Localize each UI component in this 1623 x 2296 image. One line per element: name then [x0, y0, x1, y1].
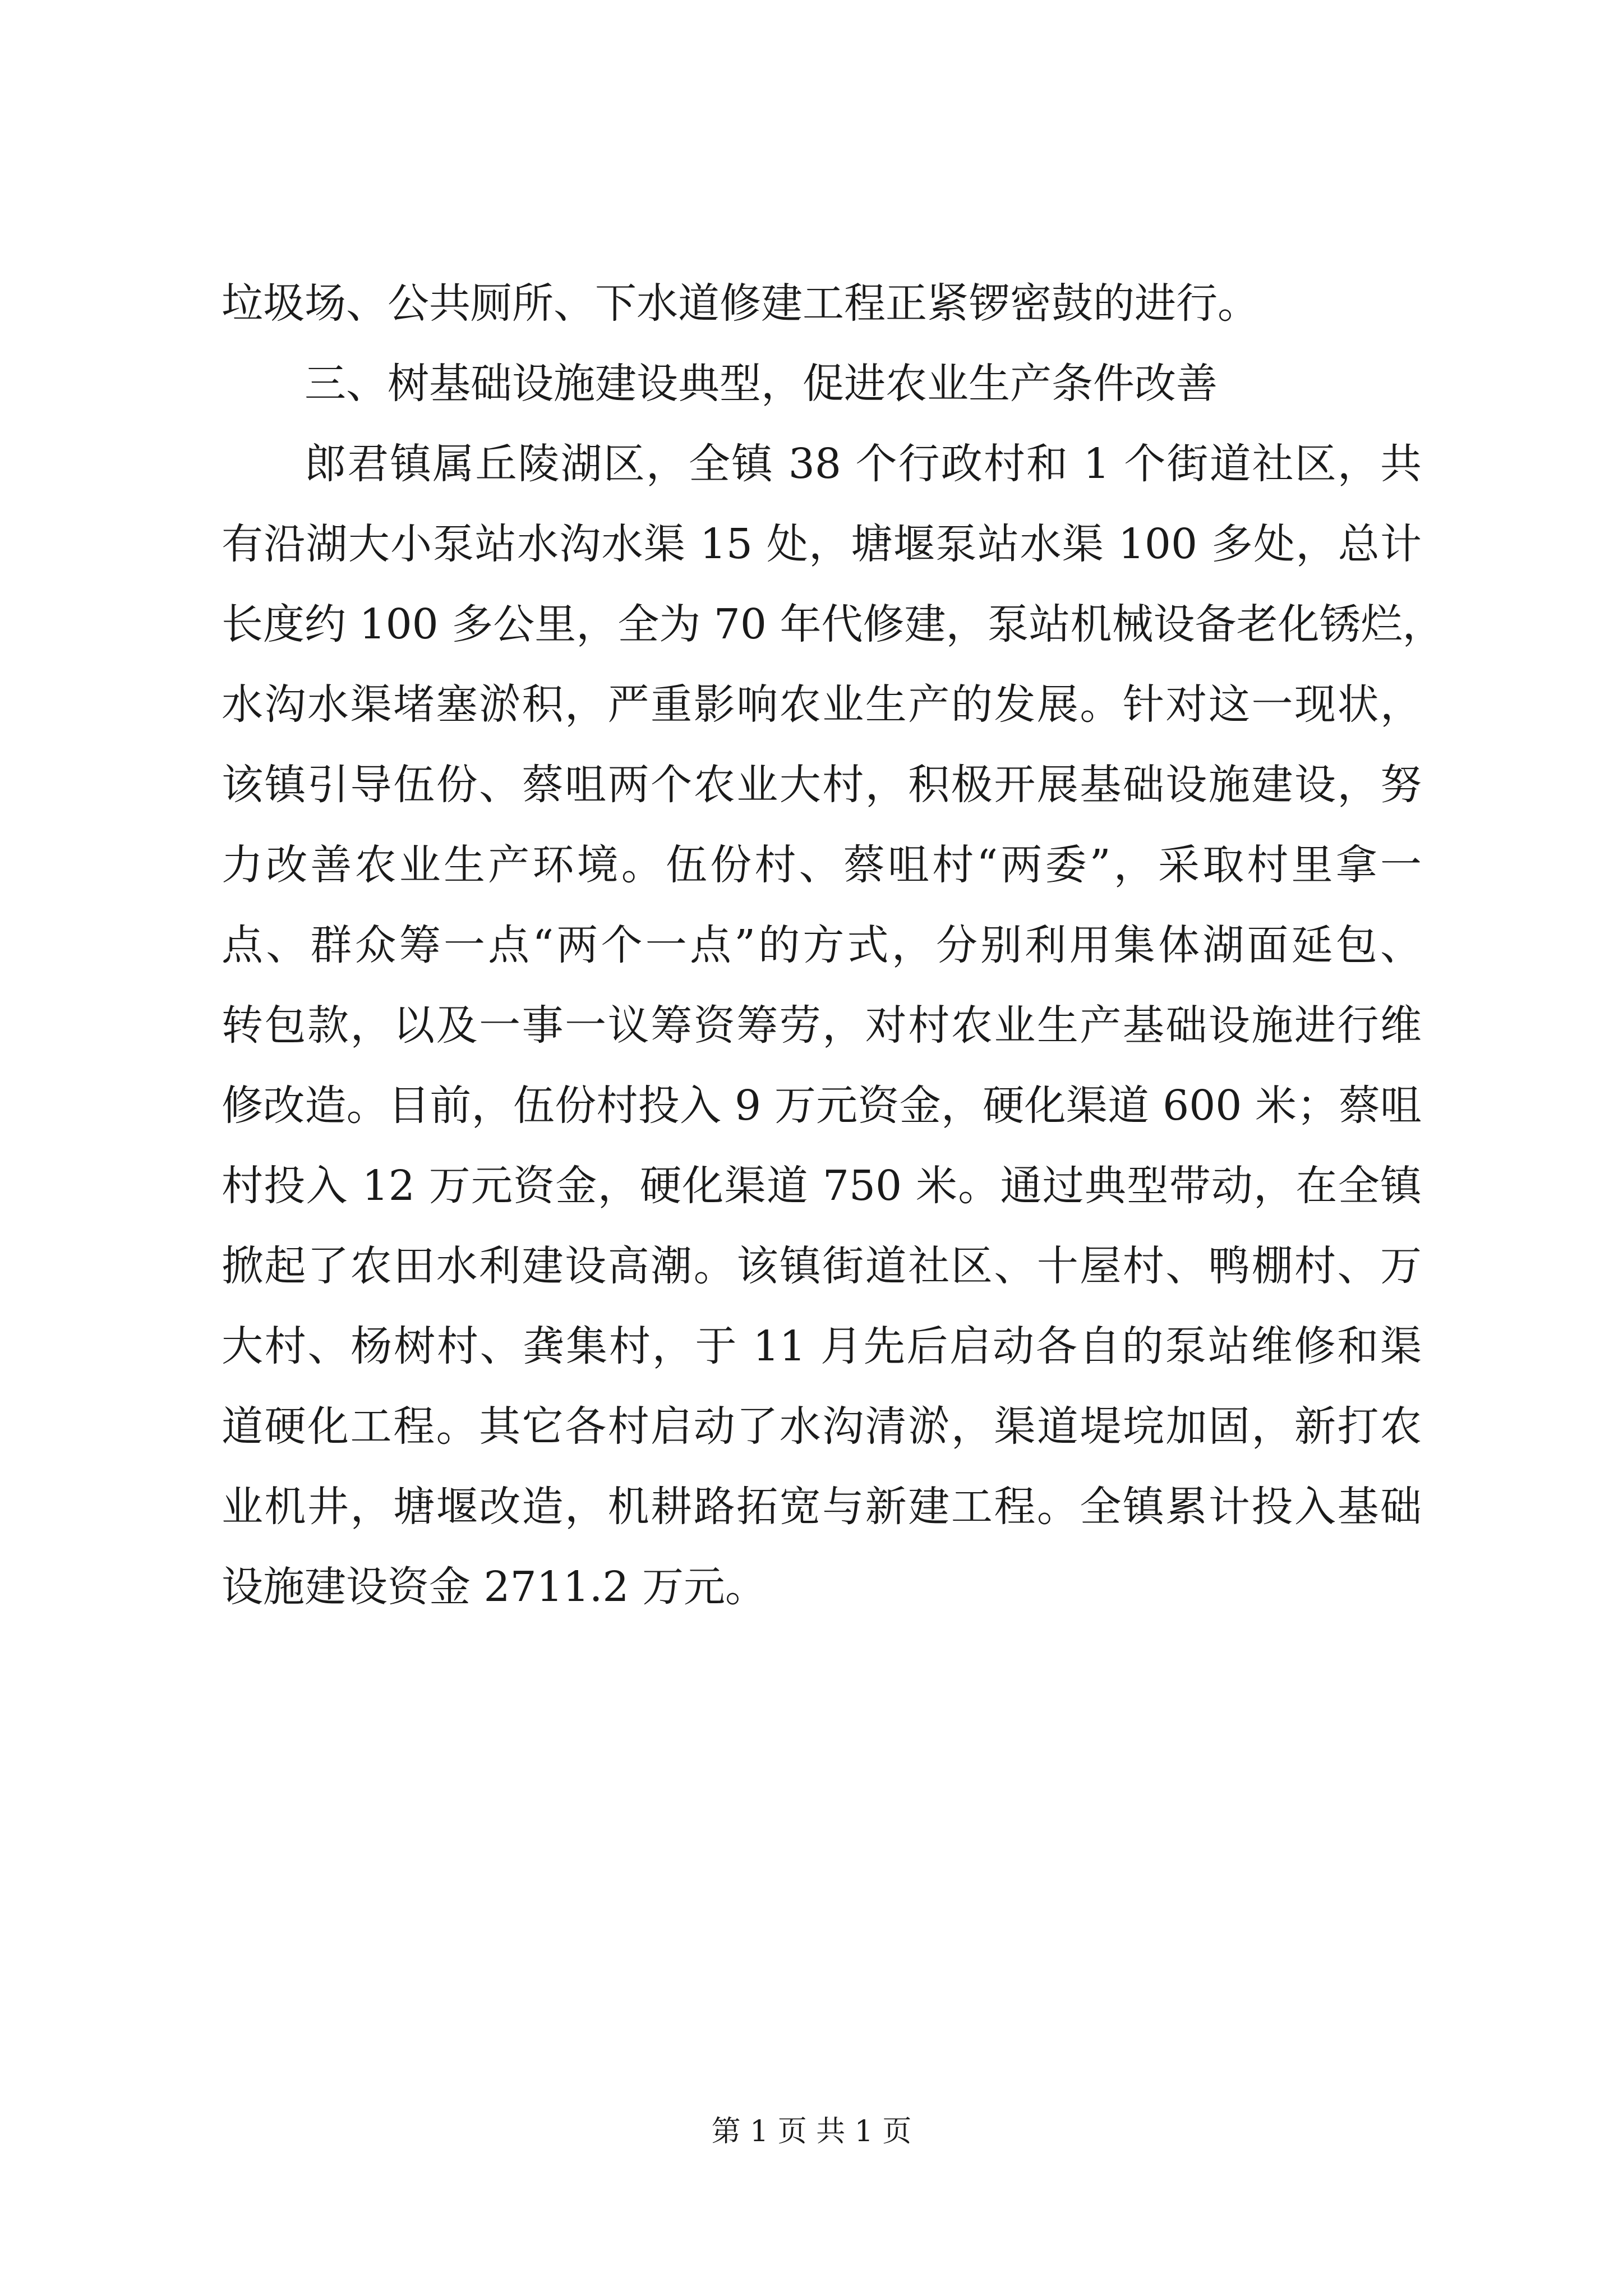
text-line: 修改造。目前，伍份村投入 9 万元资金，硬化渠道 600 米；蔡咀 — [222, 1082, 1422, 1130]
text-line: 垃圾场、公共厕所、下水道修建工程正紧锣密鼓的进行。 — [222, 279, 1259, 328]
text-line: 郎君镇属丘陵湖区，全镇 38 个行政村和 1 个街道社区，共 — [305, 440, 1422, 488]
text-line: 业机井，塘堰改造，机耕路拓宽与新建工程。全镇累计投入基础 — [222, 1483, 1422, 1531]
text-line: 点、群众筹一点“两个一点”的方式，分别利用集体湖面延包、 — [222, 921, 1422, 969]
page-footer: 第 1 页 共 1 页 — [711, 2115, 912, 2148]
text-line: 设施建设资金 2711.2 万元。 — [222, 1563, 767, 1611]
text-line: 长度约 100 多公里，全为 70 年代修建，泵站机械设备老化锈烂， — [222, 600, 1444, 648]
text-line: 道硬化工程。其它各村启动了水沟清淤，渠道堤垸加固，新打农 — [222, 1402, 1422, 1451]
document-body — [222, 264, 1444, 1627]
text-line: 水沟水渠堵塞淤积，严重影响农业生产的发展。针对这一现状， — [222, 680, 1422, 729]
text-line: 有沿湖大小泵站水沟水渠 15 处，塘堰泵站水渠 100 多处，总计 — [222, 520, 1422, 568]
text-line: 掀起了农田水利建设高潮。该镇街道社区、十屋村、鸭棚村、万 — [222, 1242, 1422, 1290]
text-line: 该镇引导伍份、蔡咀两个农业大村，积极开展基础设施建设，努 — [222, 761, 1422, 809]
text-line: 力改善农业生产环境。伍份村、蔡咀村“两委”，采取村里拿一 — [222, 841, 1422, 889]
text-line: 转包款，以及一事一议筹资筹劳，对村农业生产基础设施进行维 — [222, 1001, 1422, 1050]
text-line: 村投入 12 万元资金，硬化渠道 750 米。通过典型带动，在全镇 — [222, 1162, 1422, 1210]
text-line: 大村、杨树村、龚集村，于 11 月先后启动各自的泵站维修和渠 — [222, 1322, 1422, 1370]
section-heading: 三、树基础设施建设典型，促进农业生产条件改善 — [305, 360, 1218, 408]
